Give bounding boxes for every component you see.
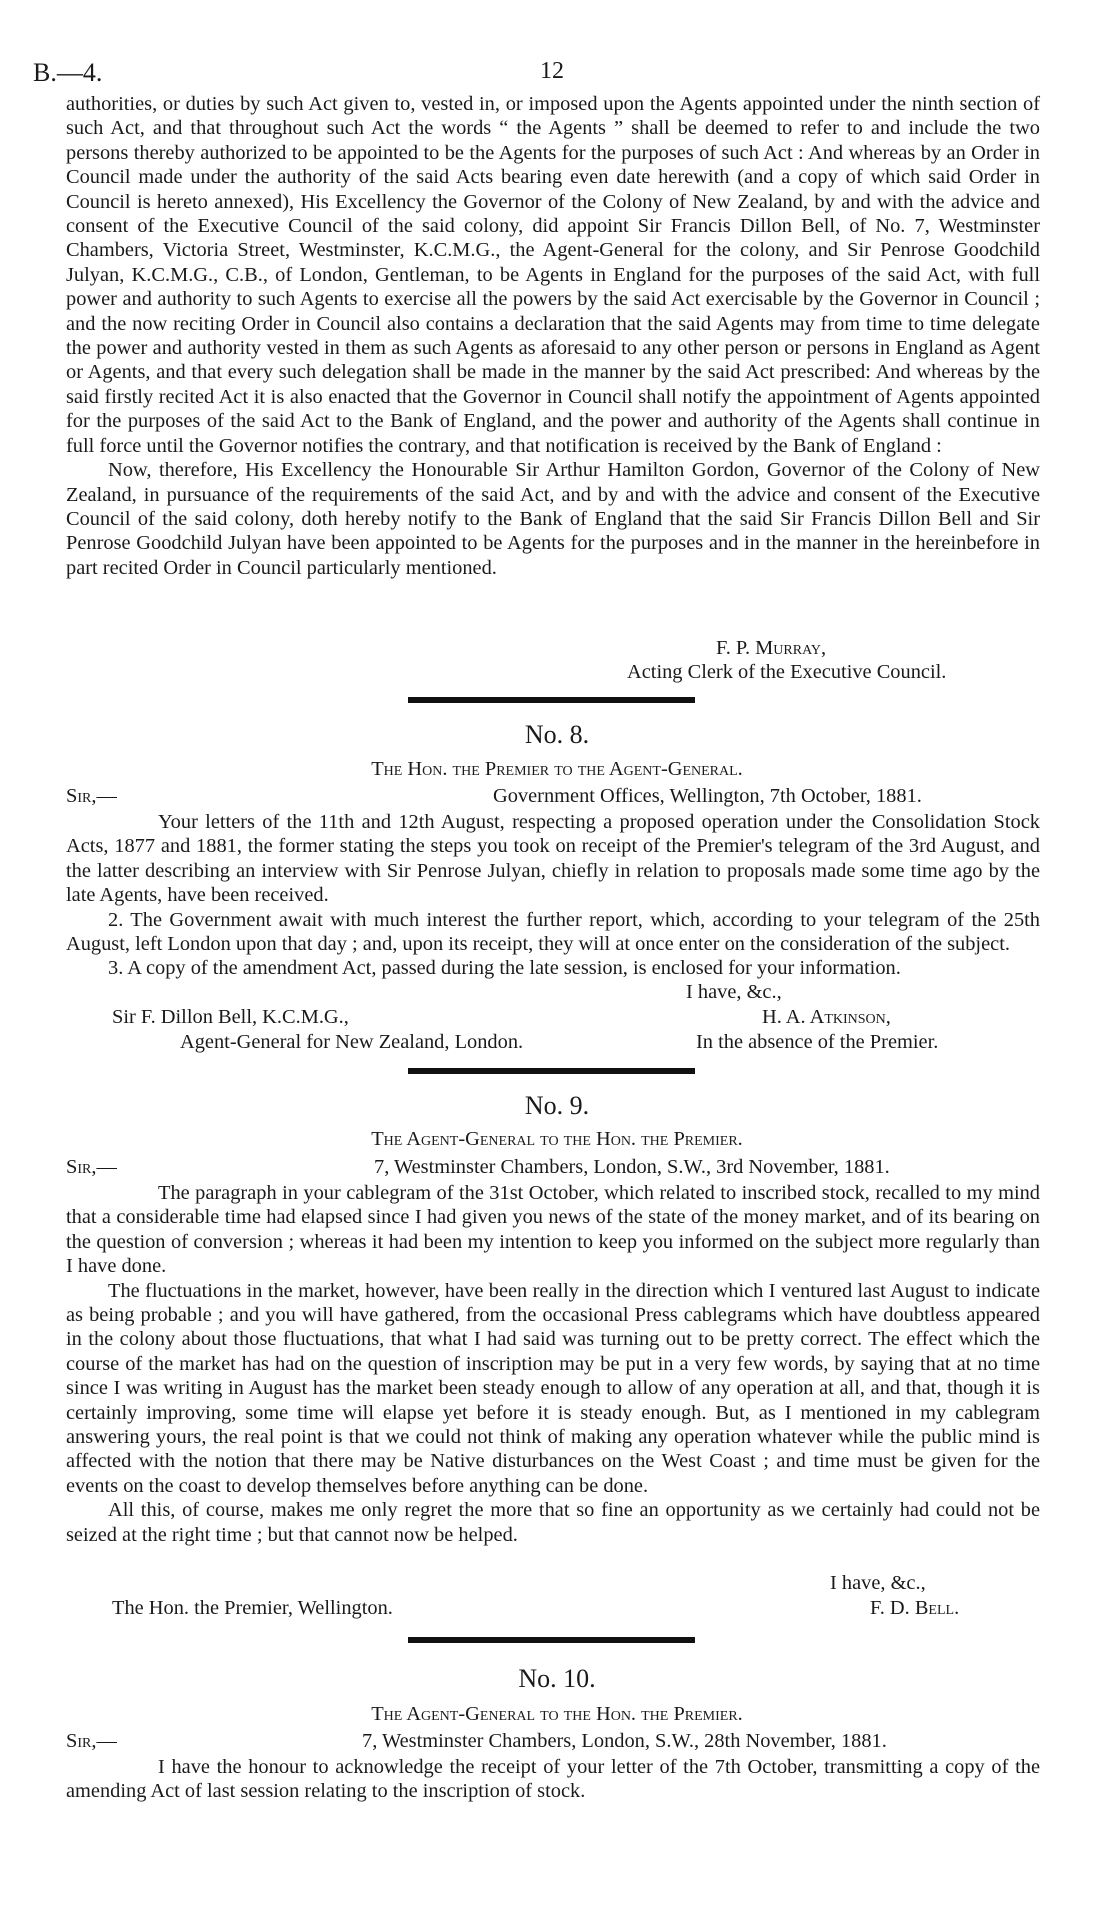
closing-8: I have, &c., [686,981,782,1003]
continuation-paragraph-2: Now, therefore, His Excellency the Honourable Sir Arthur Hamilton Gordon, Governor of the Colony of New Zealand, in pursuance of the requirements of the said Act, and by and with the advice and consent of the Executive Council of the said colony, doth hereby notify to the Bank of England that the said Sir Francis Dillon Bell and Sir Penrose Goodchild Julyan have been appointed to be Agents for the purposes and in the manner in the hereinbefore in part recited Order in Council particularly mentioned. [66,459,1040,579]
signer-note-8: In the absence of the Premier. [696,1031,939,1053]
letter-heading-9: The Agent-General to the Hon. the Premier. [371,1128,743,1150]
salutation-9: Sir,— [66,1156,117,1178]
signature-title: Acting Clerk of the Executive Council. [627,661,947,683]
letter-8-paragraph-2: 2. The Government await with much interest the further report, which, according to your telegram of the 25th August, left London upon that day ; and, upon its receipt, they will at once enter on the consideration of the subject. [66,908,1040,956]
letter-address-8: Government Offices, Wellington, 7th October, 1881. [493,785,922,807]
section-divider [408,1068,695,1074]
letter-number-8: No. 8. [524,720,590,749]
salutation-8: Sir,— [66,785,117,807]
addressee-name-8: Sir F. Dillon Bell, K.C.M.G., [112,1006,349,1028]
signature-name: F. P. Murray, [716,637,827,659]
continuation-text [66,92,1040,580]
signer-9: F. D. Bell. [870,1597,960,1619]
salutation-10: Sir,— [66,1730,117,1752]
letter-number-10: No. 10. [518,1664,596,1693]
letter-8-paragraph-1: Your letters of the 11th and 12th August, respecting a proposed operation under the Consolidation Stock Acts, 1877 and 1881, the former stating the steps you took on receipt of the Premier's telegram of the 3rd August, and the latter describing an interview with Sir Penrose Julyan, chiefly in relation to proposals made some time ago by the late Agents, have been received. [66,811,1040,907]
letter-9-paragraph-2: The fluctuations in the market, however, have been really in the direction which I ventured last August to indicate as being probable ; and you will have gathered, from the occasional Press cablegrams which have doubtless appeared in the colony about those fluctuations, that what I had said was turning out to be pretty correct. The effect which the course of the market has had on the question of inscription may be put in a very few words, by saying that at no time since I was writing in August has the market been steady enough to allow of any operation at all, and that, though it is certainly improving, some time will elapse yet before it is steady enough. But, as I mentioned in my cablegram answering yours, the real point is that we could not think of making any operation whatever while the public mind is affected with the notion that there may be Native disturbances on the West Coast ; and time must be given for the events on the coast to develop themselves before anything can be done. [66,1279,1040,1497]
letter-body-8 [66,810,1040,981]
letter-body-10 [66,1755,1040,1804]
letter-number-9: No. 9. [524,1091,590,1120]
letter-body-9 [66,1181,1040,1547]
letter-10-paragraph-1: I have the honour to acknowledge the receipt of your letter of the 7th October, transmitting a copy of the amending Act of last session relating to the inscription of stock. [66,1756,1040,1803]
document-code: B.—4. [33,58,103,87]
letter-8-paragraph-3: 3. A copy of the amendment Act, passed during the late session, is enclosed for your information. [108,957,901,980]
letter-heading-8: The Hon. the Premier to the Agent-General. [371,758,743,780]
letter-address-9: 7, Westminster Chambers, London, S.W., 3rd November, 1881. [374,1156,890,1178]
letter-9-paragraph-1: The paragraph in your cablegram of the 31st October, which related to inscribed stock, recalled to my mind that a considerable time had elapsed since I had given you news of the state of the money market, and of its bearing on the question of conversion ; whereas it had been my intention to keep you informed on the subject more regularly than I have done. [66,1182,1040,1278]
page-number: 12 [540,58,564,84]
section-divider [408,1637,695,1643]
letter-9-paragraph-3: All this, of course, makes me only regret the more that so fine an opportunity as we certainly had could not be seized at the right time ; but that cannot now be helped. [66,1499,1040,1546]
continuation-paragraph-1: authorities, or duties by such Act given to, vested in, or imposed upon the Agents appointed under the ninth section of such Act, and that throughout such Act the words “ the Agents ” shall be deemed to refer to and include the two persons thereby authorized to be appointed to be the Agents for the purposes of such Act : And whereas by an Order in Council made under the authority of the said Acts bearing even date herewith (and a copy of which said Order in Council is hereto annexed), His Excellency the Governor of the Colony of New Zealand, by and with the advice and consent of the Executive Council of the said colony, did appoint Sir Francis Dillon Bell, of No. 7, Westminster Chambers, Victoria Street, Westminster, K.C.M.G., the Agent-General for the colony, and Sir Penrose Goodchild Julyan, K.C.M.G., C.B., of London, Gentleman, to be Agents in England for the purposes of the said Act, with full power and authority to such Agents to exercise all the powers by the said Act exercisable by the Governor in Council ; and the now reciting Order in Council also contains a declaration that the said Agents may from time to time delegate the power and authority vested in them as such Agents as aforesaid to any other person or persons in England as Agent or Agents, and that every such delegation shall be made in the manner by the said Act prescribed: And whereas by the said firstly recited Act it is also enacted that the Governor in Council shall notify the appointment of Agents appointed for the purposes of the said Act to the Bank of England, and the power and authority of the Agents shall continue in full force until the Governor notifies the contrary, and that notification is received by the Bank of England : [66,93,1040,457]
addressee-title-8: Agent-General for New Zealand, London. [180,1031,524,1053]
closing-9: I have, &c., [830,1572,926,1594]
addressee-9: The Hon. the Premier, Wellington. [112,1597,393,1619]
section-divider [408,697,695,703]
letter-address-10: 7, Westminster Chambers, London, S.W., 28th November, 1881. [362,1730,887,1752]
signer-8: H. A. Atkinson, [762,1006,891,1028]
letter-heading-10: The Agent-General to the Hon. the Premier. [371,1703,743,1725]
